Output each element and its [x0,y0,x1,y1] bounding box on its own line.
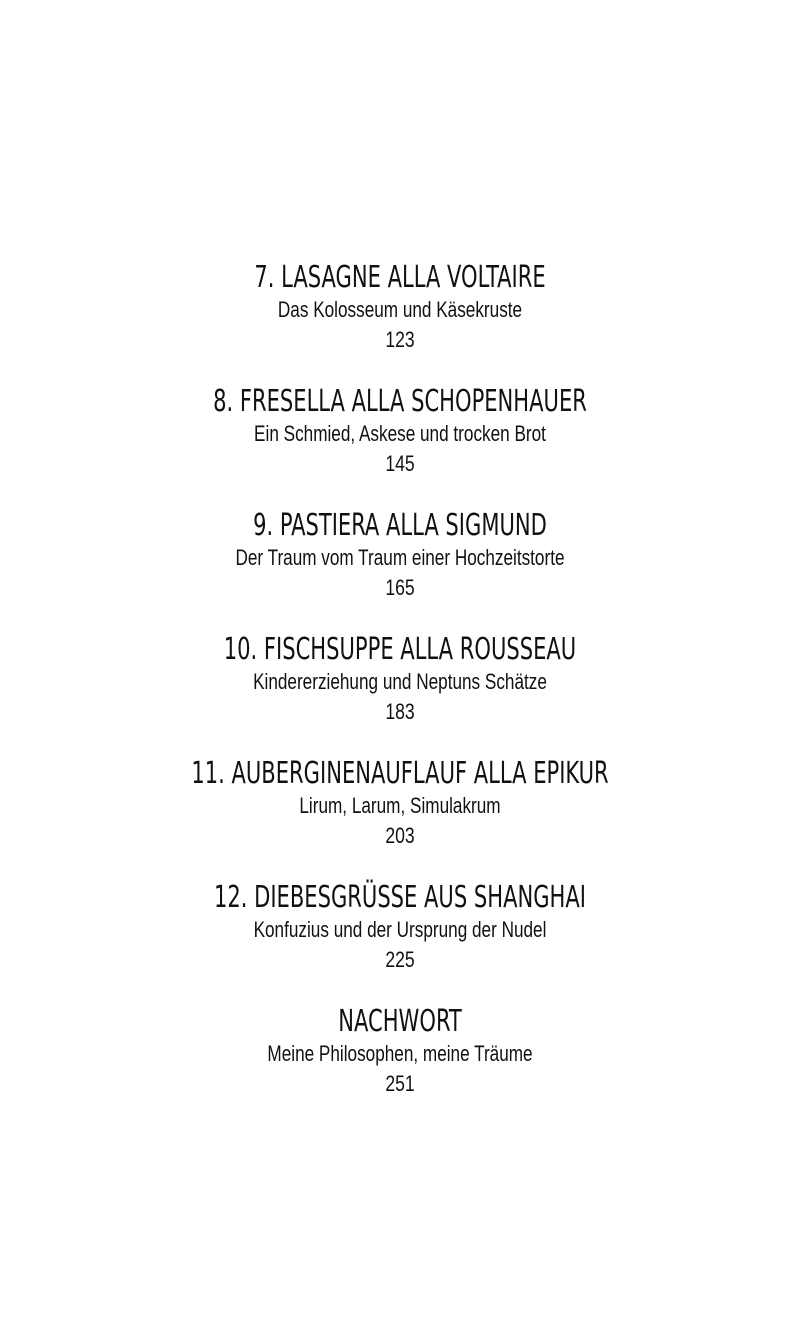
toc-entry-10 [0,633,800,757]
page-number: 203 [385,823,415,848]
toc-entry-12 [0,881,800,1005]
chapter-title: 10. FISCHSUPPE ALLA ROUSSEAU [223,632,577,667]
chapter-subtitle: Kindererziehung und Neptuns Schätze [253,669,547,694]
page-number: 123 [385,327,415,352]
toc-entry-11 [0,757,800,881]
toc-entry-9 [0,509,800,633]
page-number: 183 [385,699,415,724]
chapter-title: 9. PASTIERA ALLA SIGMUND [253,508,547,543]
chapter-subtitle: Ein Schmied, Askese und trocken Brot [254,421,546,446]
chapter-subtitle: Meine Philosophen, meine Träume [267,1041,533,1066]
chapter-title: 7. LASAGNE ALLA VOLTAIRE [254,260,546,295]
table-of-contents [0,261,800,1129]
page-number: 225 [385,947,415,972]
chapter-subtitle: Konfuzius und der Ursprung der Nudel [253,917,547,942]
chapter-title: NACHWORT [338,1004,462,1039]
page-number: 251 [385,1071,415,1096]
chapter-subtitle: Das Kolosseum und Käsekruste [277,297,523,322]
chapter-title: 11. AUBERGINENAUFLAUF ALLA EPIKUR [191,756,609,791]
toc-entry-7 [0,261,800,385]
chapter-subtitle: Lirum, Larum, Simulakrum [299,793,501,818]
toc-entry-8 [0,385,800,509]
chapter-subtitle: Der Traum vom Traum einer Hochzeitstorte [235,545,565,570]
chapter-title: 12. DIEBESGRÜSSE AUS SHANGHAI [213,880,587,915]
page-number: 145 [385,451,415,476]
toc-entry-nachwort [0,1005,800,1129]
page-number: 165 [385,575,415,600]
chapter-title: 8. FRESELLA ALLA SCHOPENHAUER [213,384,587,419]
